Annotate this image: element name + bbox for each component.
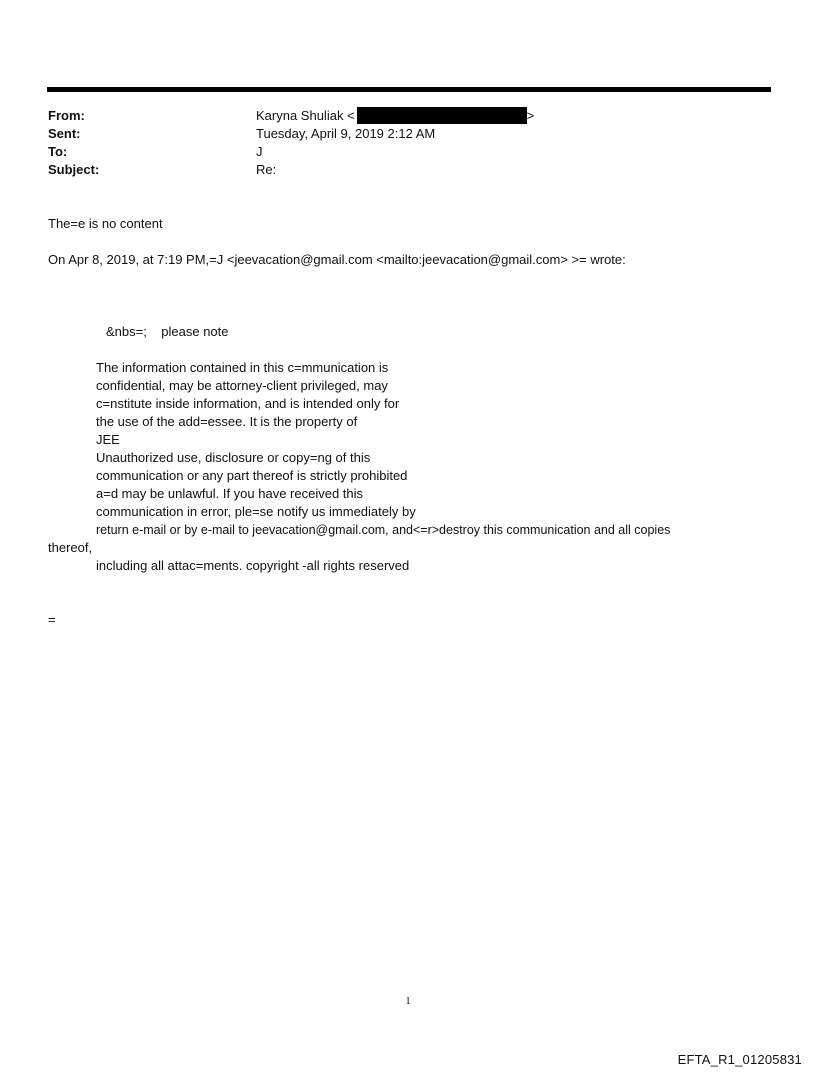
from-value [256,107,534,125]
subject-label: Subject: [48,162,100,177]
from-label: From: [48,108,85,123]
to-label: To: [48,144,68,159]
subject-value: Re: [256,162,277,177]
disclaimer-line: JEE [96,432,120,447]
page-number: 1 [405,995,411,1007]
disclaimer-line: communication in error, ple=se notify us immediately by [96,504,416,519]
disclaimer-line: c=nstitute inside information, and is intended only for [96,396,400,411]
disclaimer-line: thereof, [48,540,93,555]
from-name: Karyna Shuliak < [256,108,355,123]
document-id: EFTA_R1_01205831 [677,1052,802,1067]
disclaimer-line: The information contained in this c=mmunication is [96,360,389,375]
from-suffix: > [526,108,535,123]
disclaimer-line: return e-mail or by e-mail to jeevacation@gmail.com, and<=r>destroy this communication and all copies [96,523,671,537]
body-line-2: On Apr 8, 2019, at 7:19 PM,=J <jeevacation@gmail.com <mailto:jeevacation@gmail.com> >= wrote: [48,252,626,267]
header-divider [47,87,771,92]
redaction-box [357,107,527,124]
trailing-char: = [48,612,56,627]
disclaimer-line: Unauthorized use, disclosure or copy=ng of this [96,450,371,465]
sent-value: Tuesday, April 9, 2019 2:12 AM [256,126,436,141]
disclaimer-line: a=d may be unlawful. If you have received this [96,486,364,501]
disclaimer-line: including all attac=ments. copyright -all rights reserved [96,558,410,573]
body-line-1: The=e is no content [48,216,163,231]
disclaimer-line: confidential, may be attorney-client privileged, may [96,378,388,393]
to-value: J [256,144,263,159]
sent-label: Sent: [48,126,81,141]
disclaimer-line: communication or any part thereof is strictly prohibited [96,468,408,483]
body-note: &nbs=; please note [106,324,229,339]
disclaimer-line: the use of the add=essee. It is the property of [96,414,358,429]
